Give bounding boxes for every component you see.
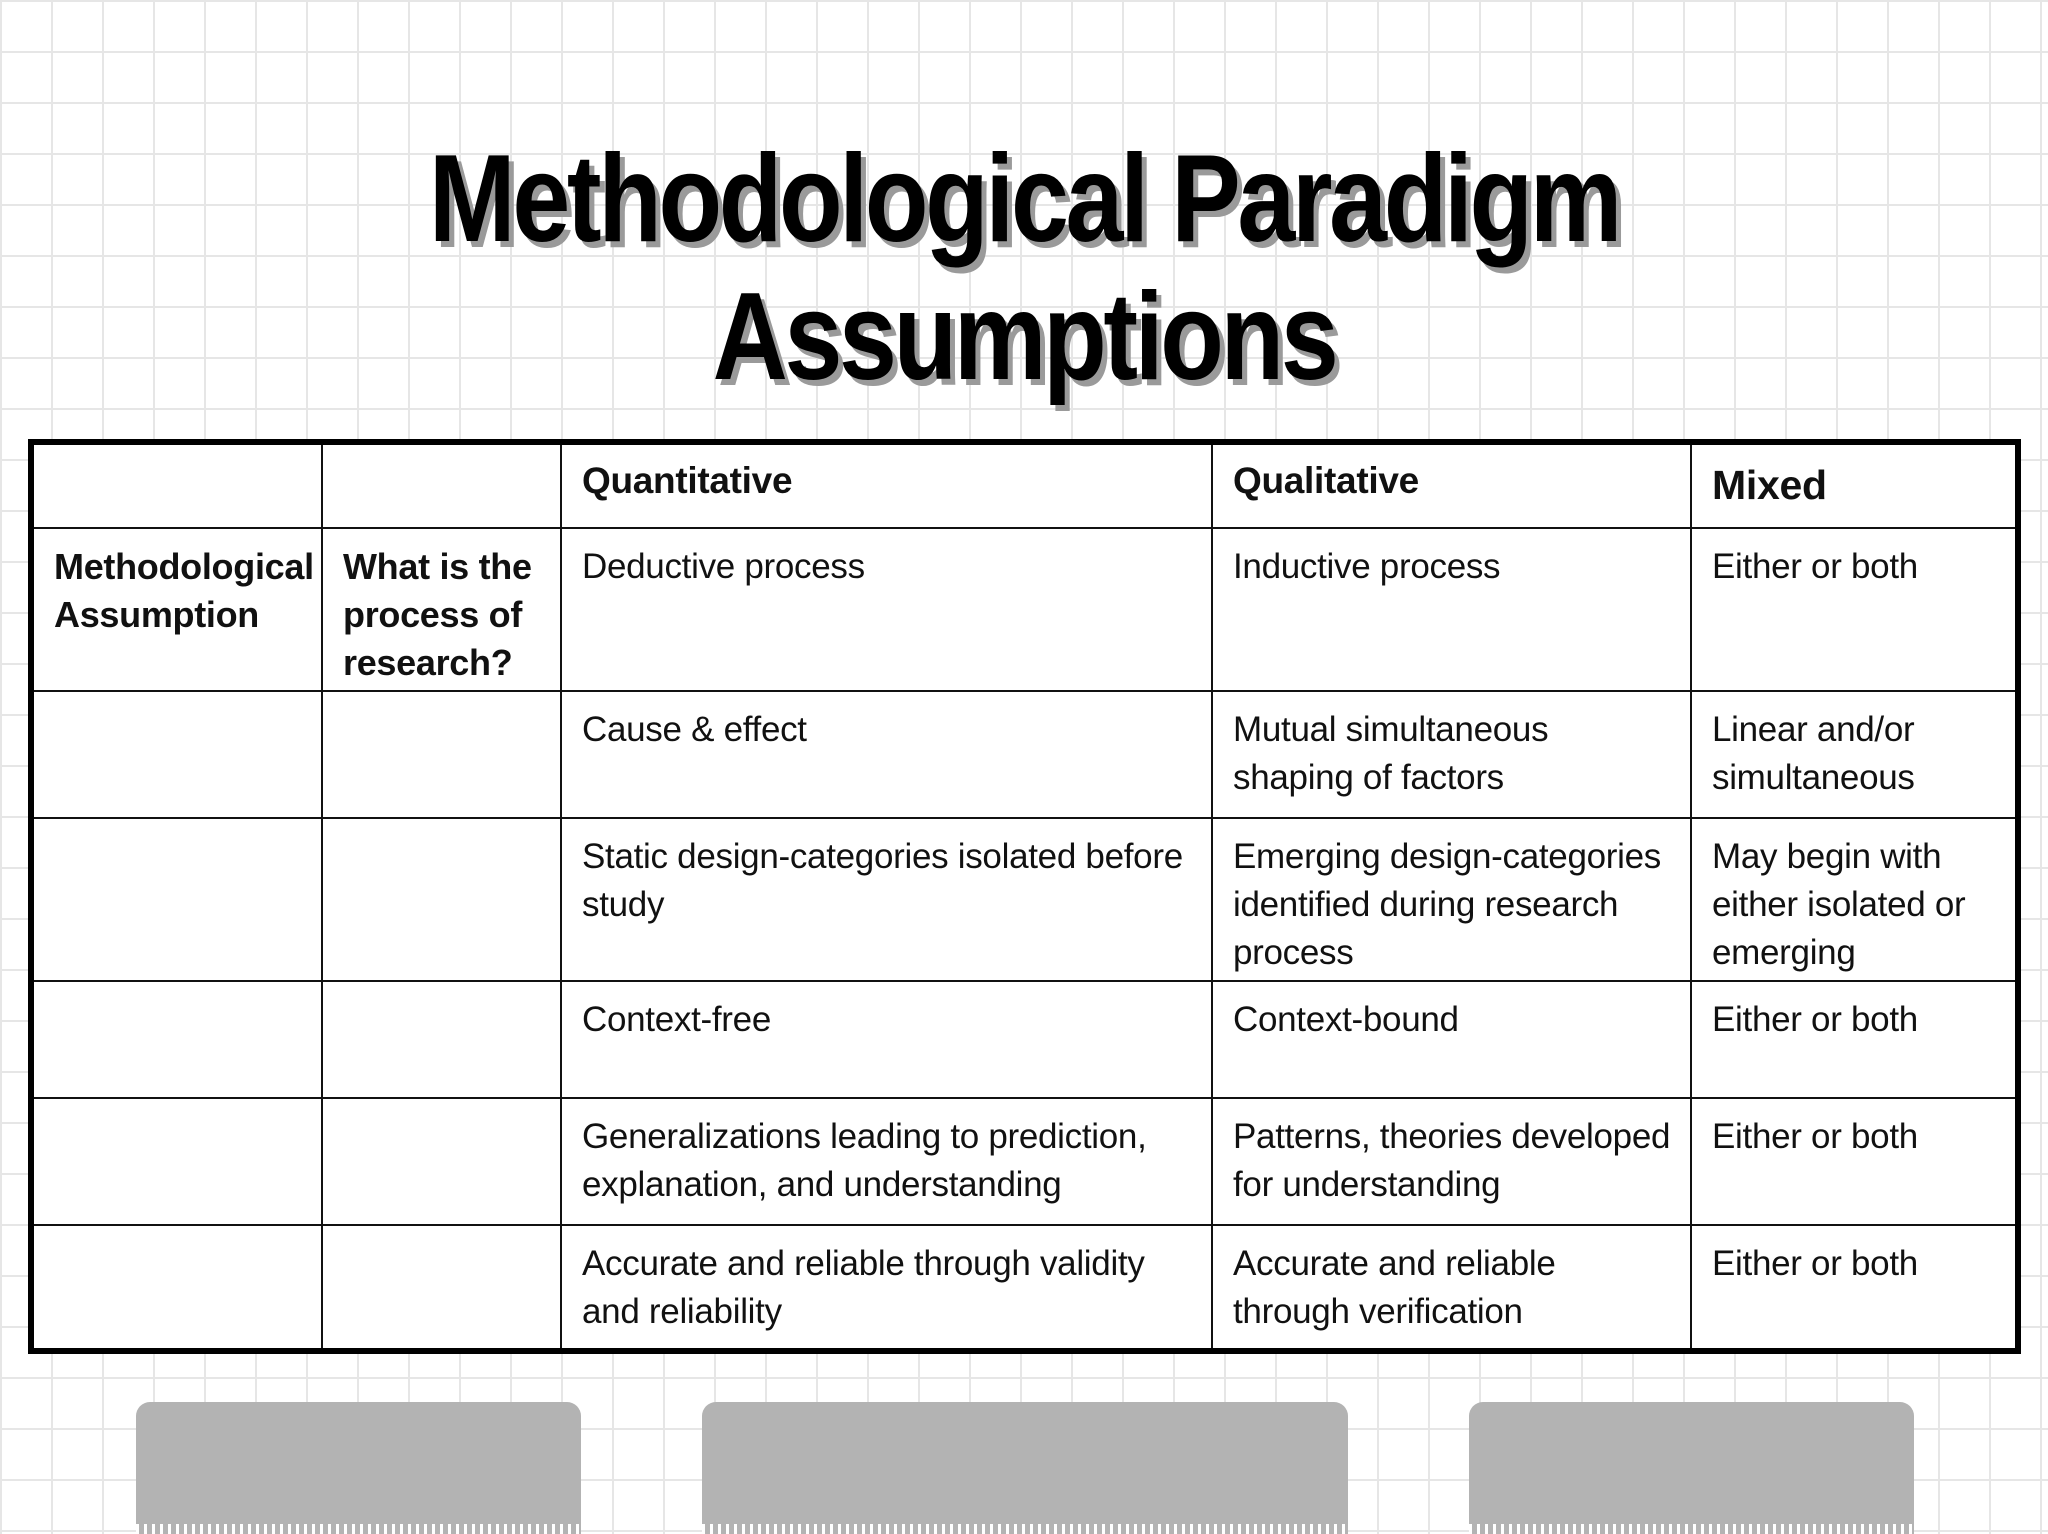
cell-qualitative: Emerging design-categories identified during research process — [1212, 818, 1691, 981]
cell-mixed: Either or both — [1691, 1098, 2018, 1225]
table-row — [31, 691, 2018, 818]
cell-quantitative: Static design-categories isolated before study — [561, 818, 1212, 981]
header-qualitative: Qualitative — [1212, 442, 1691, 528]
table-row — [31, 1098, 2018, 1225]
table-row — [31, 528, 2018, 691]
header-cell-empty-2 — [322, 442, 561, 528]
cell-qualitative: Patterns, theories developed for understanding — [1212, 1098, 1691, 1225]
bottom-tab-right — [1469, 1402, 1914, 1534]
bottom-tab-left — [136, 1402, 581, 1534]
cell-empty — [31, 1098, 322, 1225]
cell-mixed: May begin with either isolated or emerging — [1691, 818, 2018, 981]
header-mixed: Mixed — [1691, 442, 2018, 528]
title-line-1: Methodological Paradigm — [428, 130, 1620, 268]
cell-qualitative: Context-bound — [1212, 981, 1691, 1098]
cell-qualitative: Accurate and reliable through verification — [1212, 1225, 1691, 1351]
header-cell-empty-1 — [31, 442, 322, 528]
bottom-tab-center — [702, 1402, 1348, 1534]
table-row — [31, 981, 2018, 1098]
cell-empty — [31, 691, 322, 818]
row-label-methodological-assumption: Methodological Assumption — [31, 528, 322, 691]
cell-quantitative: Accurate and reliable through validity and reliability — [561, 1225, 1212, 1351]
cell-empty — [322, 1225, 561, 1351]
title-line-2: Assumptions — [712, 268, 1336, 406]
cell-empty — [31, 981, 322, 1098]
table-row — [31, 818, 2018, 981]
cell-qualitative: Inductive process — [1212, 528, 1691, 691]
cell-quantitative: Context-free — [561, 981, 1212, 1098]
tab-edge-texture — [136, 1524, 581, 1534]
table-row — [31, 1225, 2018, 1351]
cell-mixed: Either or both — [1691, 528, 2018, 691]
cell-quantitative: Deductive process — [561, 528, 1212, 691]
cell-empty — [322, 981, 561, 1098]
cell-empty — [322, 1098, 561, 1225]
cell-quantitative: Cause & effect — [561, 691, 1212, 818]
page-title — [164, 130, 1884, 406]
table-header-row — [31, 442, 2018, 528]
row-question-process-of-research: What is the process of research? — [322, 528, 561, 691]
cell-mixed: Either or both — [1691, 1225, 2018, 1351]
cell-empty — [322, 818, 561, 981]
cell-mixed: Linear and/or simultaneous — [1691, 691, 2018, 818]
cell-empty — [322, 691, 561, 818]
tab-edge-texture — [702, 1524, 1348, 1534]
cell-qualitative: Mutual simultaneous shaping of factors — [1212, 691, 1691, 818]
header-quantitative: Quantitative — [561, 442, 1212, 528]
cell-mixed: Either or both — [1691, 981, 2018, 1098]
cell-empty — [31, 818, 322, 981]
cell-empty — [31, 1225, 322, 1351]
tab-edge-texture — [1469, 1524, 1914, 1534]
cell-quantitative: Generalizations leading to prediction, explanation, and understanding — [561, 1098, 1212, 1225]
assumptions-table — [28, 439, 2021, 1354]
